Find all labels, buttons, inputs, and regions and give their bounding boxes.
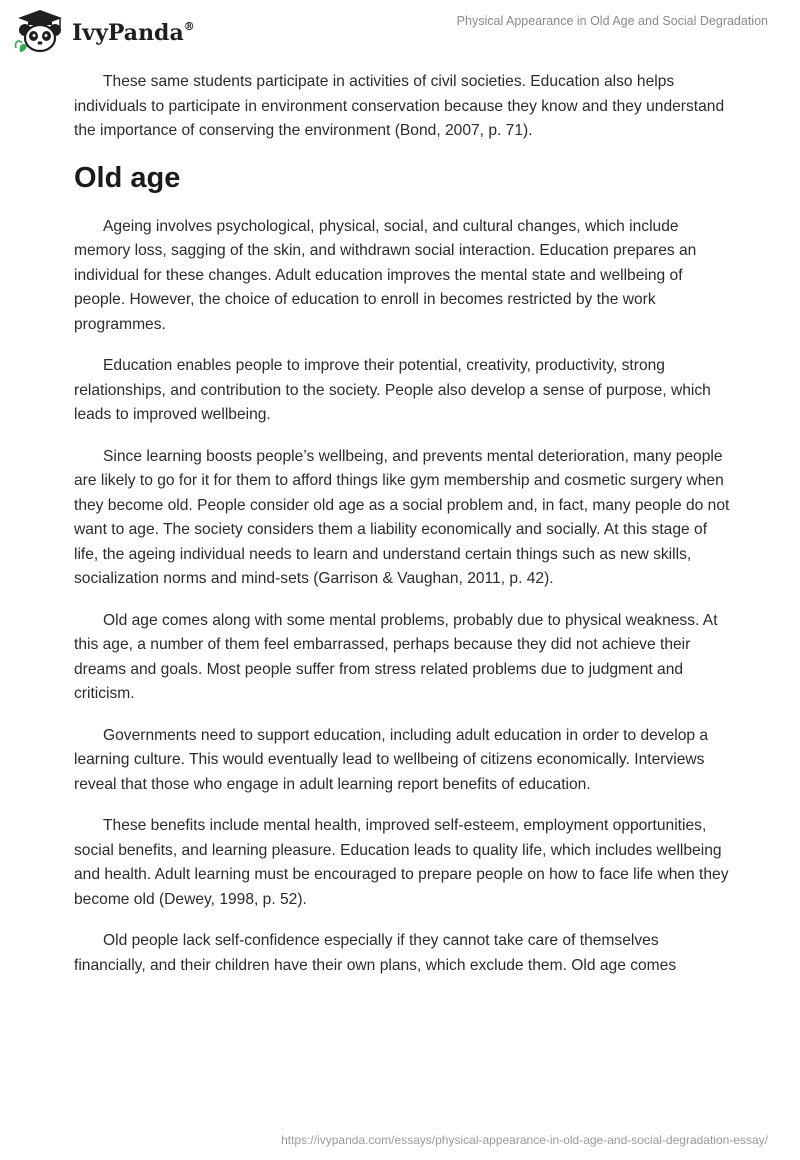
ivypanda-logo[interactable] (14, 8, 195, 56)
paragraph: Old people lack self-confidence especially if they cannot take care of themselves financially, and their children have their own plans, which exclude them. Old age comes (74, 932, 677, 974)
paragraph: Since learning boosts people’s wellbeing, and prevents mental deterioration, many people are likely to go for it for them to afford things like gym membership and cosmetic surgery when they become old. People consider old age as a social problem and, in fact, many people do not want to age. The society considers them a liability economically and socially. At this stage of life, the ageing individual needs to learn and understand certain things such as new skills, socialization norms and mind-sets (Garrison & Vaughan, 2011, p. 42). (74, 447, 730, 587)
intro-paragraph: These same students participate in activities of civil societies. Education also helps individuals to participate in environment conservation because they know and they understand the importance of conserving the environment (Bond, 2007, p. 71). (74, 73, 725, 139)
paragraph: Old age comes along with some mental problems, probably due to physical weakness. At this age, a number of them feel embarrassed, perhaps because they did not achieve their dreams and goals. Most people suffer from stress related problems due to judgment and criticism. (74, 611, 718, 702)
paragraph: These benefits include mental health, improved self-esteem, employment opportunities, social benefits, and learning pleasure. Education leads to quality life, which includes wellbeing and health. Adult learning must be encouraged to prepare people on how to face life when they become old (Dewey, 1998, p. 52). (74, 817, 729, 908)
page-header (0, 0, 800, 64)
paragraph: Education enables people to improve their potential, creativity, productivity, strong relationships, and contribution to the society. People also develop a sense of purpose, which leads to improved wellbeing. (74, 357, 711, 423)
footer-url[interactable]: https://ivypanda.com/essays/physical-appearance-in-old-age-and-social-degradation-essay/ (281, 1133, 768, 1147)
registered-mark: ® (183, 19, 195, 33)
section-heading: Old age (74, 161, 181, 194)
logo-wordmark: IvyPanda (72, 20, 184, 46)
paragraph: Ageing involves psychological, physical, social, and cultural changes, which include memory loss, sagging of the skin, and withdrawn social interaction. Education prepares an individual for these changes. Adult education improves the mental state and wellbeing of people. However, the choice of education to enroll in becomes restricted by the work programmes. (74, 217, 697, 333)
panda-graduate-icon (14, 8, 66, 56)
paragraph: Governments need to support education, including adult education in order to develop a learning culture. This would eventually lead to wellbeing of citizens economically. Interviews reveal that those who engage in adult learning report benefits of education. (74, 726, 709, 793)
document-title: Physical Appearance in Old Age and Social Degradation (456, 14, 768, 28)
essay-content (74, 70, 734, 995)
logo-text (72, 20, 195, 46)
